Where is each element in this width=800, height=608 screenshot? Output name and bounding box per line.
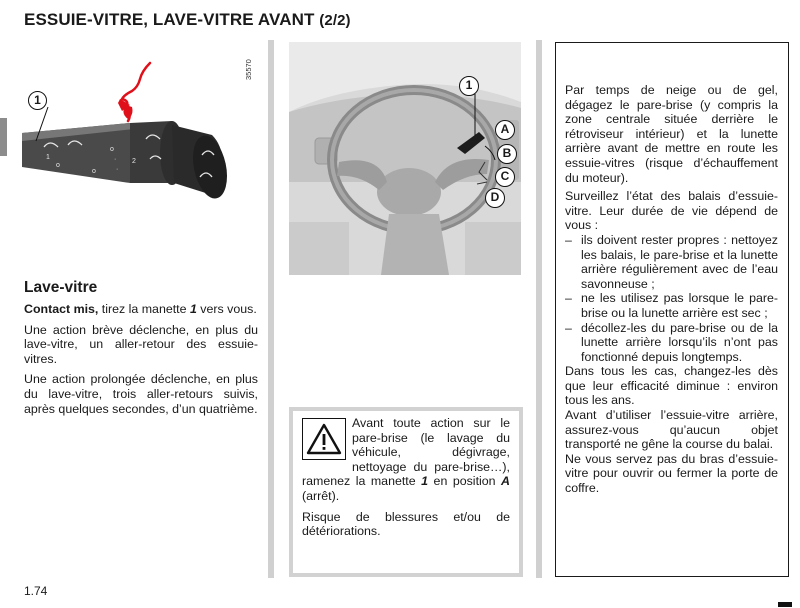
info-box-text: [565, 83, 778, 496]
chapter-tab: [0, 118, 7, 156]
dashboard-illustration: [289, 42, 521, 275]
stalk-ref: 1: [421, 474, 429, 489]
wiper-stalk-illustration: [22, 55, 258, 230]
paragraph: [24, 302, 258, 317]
svg-text:·: ·: [116, 166, 119, 173]
paragraph: Avant d’utiliser l’essuie-vitre arrière, assurez-vous qu’aucun objet transporté ne gêne la course du balai.: [565, 408, 778, 452]
page-title-text: ESSUIE-VITRE, LAVE-VITRE AVANT: [24, 10, 315, 29]
text-span: en position: [428, 474, 502, 489]
text-span: (arrêt).: [302, 488, 340, 503]
column-separator: [536, 40, 542, 578]
svg-text:1: 1: [46, 154, 50, 161]
callout-d: D: [485, 188, 505, 208]
callout-c: C: [495, 167, 515, 187]
stalk-ref: 1: [189, 302, 197, 316]
paragraph: Une action prolongée déclenche, en plus du lave-vitre, trois aller-retours suivis, après quelques secondes, d’un quatrième.: [24, 372, 258, 416]
maintenance-list: [565, 233, 778, 364]
position-ref: A: [501, 474, 510, 489]
text-span: tirez la manette: [98, 302, 190, 316]
paragraph: Par temps de neige ou de gel, dégagez le pare-brise (y compris la zone centrale située derrière le rétroviseur intérieur) et la lunette arrière avant de mettre en route les essuie-vitres (risque d’échauffement du moteur).: [565, 83, 778, 185]
page-title-part: (2/2): [319, 12, 351, 29]
paragraph: Risque de blessures et/ou de détériorations.: [302, 509, 510, 539]
list-item: – décollez-les du pare-brise ou de la lunette arrière lorsqu’ils n’ont pas fonctionné depuis longtemps.: [565, 321, 778, 365]
page-title: [24, 10, 351, 30]
text-span: vers vous.: [196, 302, 257, 316]
callout-b: B: [497, 144, 517, 164]
left-column-text: [24, 302, 258, 422]
svg-text:·: ·: [114, 156, 117, 163]
warning-content: [293, 411, 519, 573]
warning-box: [289, 407, 523, 577]
warning-triangle-icon: [302, 418, 346, 460]
svg-text:o: o: [92, 168, 96, 175]
paragraph: Surveillez l’état des balais d’essuie-vitre. Leur durée de vie dépend de vous :: [565, 189, 778, 233]
text-span: Avant toute action sur le pare-brise (le lavage du véhicule, dégivrage, nettoyage du pare-brise…), ramenez la manette: [302, 416, 510, 489]
info-box: [555, 42, 789, 577]
svg-text:2: 2: [132, 158, 136, 165]
svg-text:o: o: [56, 162, 60, 169]
paragraph: Une action brève déclenche, en plus du lave-vitre, un aller-retour des essuie-vitres.: [24, 322, 258, 366]
column-separator: [268, 40, 274, 578]
corner-mark: [778, 602, 792, 607]
bold-text: Contact mis,: [24, 302, 99, 316]
callout-1: 1: [28, 91, 47, 110]
callout-1: 1: [459, 76, 479, 96]
svg-text:o: o: [110, 146, 114, 153]
figure-code: 35570: [244, 59, 253, 80]
list-item: – ne les utilisez pas lorsque le pare-brise ou la lunette arrière est sec ;: [565, 291, 778, 320]
callout-a: A: [495, 120, 515, 140]
page-number: 1.74: [24, 584, 48, 598]
section-heading: Lave-vitre: [24, 279, 98, 296]
list-item: – ils doivent rester propres : nettoyez les balais, le pare-brise et la lunette arrière régulièrement avec de l’eau savonneuse ;: [565, 233, 778, 291]
paragraph: Ne vous servez pas du bras d’essuie-vitre pour ouvrir ou fermer la porte de coffre.: [565, 451, 778, 496]
paragraph: Dans tous les cas, changez-les dès que leur efficacité diminue : environ tous les ans.: [565, 364, 778, 408]
